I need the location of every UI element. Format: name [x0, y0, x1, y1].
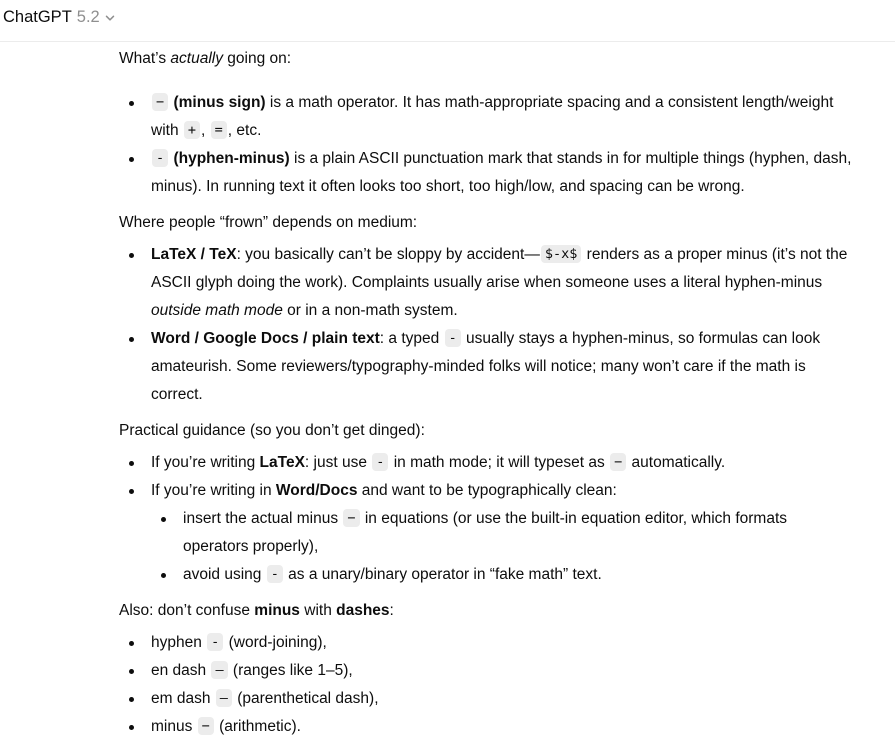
text-span: LaTeX [259, 454, 305, 471]
sub-list-item-insert-minus [183, 509, 787, 529]
text-span: and want to be typographically clean: [357, 482, 617, 499]
list-item-latex-cont [151, 301, 458, 321]
text-span: usually stays a hyphen-minus, so formulas can look [461, 330, 821, 347]
text-span: in math mode; it will typeset as [389, 454, 610, 471]
list-item-en-dash [151, 661, 353, 681]
guidance-heading: Practical guidance (so you don’t get dinged): [119, 422, 425, 439]
text-span: hyphen [151, 634, 207, 651]
text-span: LaTeX / TeX [151, 246, 237, 263]
hyphen-code: - [267, 565, 283, 583]
text-span: going on: [222, 50, 292, 67]
list-item-minus-sign [151, 93, 833, 113]
text-span: (ranges like 1–5), [228, 662, 353, 679]
sub-list-item-avoid-hyphen [183, 565, 602, 585]
text-span: If you’re writing in [151, 482, 276, 499]
bullet-marker [129, 253, 134, 258]
hyphen-code: - [207, 633, 223, 651]
text-span: (word-joining), [224, 634, 327, 651]
medium-heading: Where people “frown” depends on medium: [119, 214, 418, 231]
bullet-marker [129, 157, 134, 162]
minus-code: − [198, 717, 214, 735]
text-span: minus [151, 718, 197, 735]
text-span: ASCII glyph doing the work). Complaints usually arise when someone uses a literal hyphen-minus [151, 274, 823, 291]
list-item-word-docs-cont [151, 385, 203, 405]
sub-list-item-insert-minus-cont [183, 537, 318, 557]
text-span: actually [170, 50, 223, 67]
text-span: em dash [151, 690, 215, 707]
list-item-hyphen [151, 633, 327, 653]
text-span: as a unary/binary operator in “fake math” text. [283, 566, 602, 583]
bullet-marker [129, 725, 134, 730]
text-span: : just use [304, 454, 372, 471]
text-span: is a plain ASCII punctuation mark that stands in for multiple things (hyphen, dash, [289, 150, 852, 167]
minus-code: − [343, 509, 359, 527]
list-item-latex-guidance [151, 453, 725, 473]
text-span: or in a non-math system. [282, 302, 458, 319]
text-span: (hyphen-minus) [173, 150, 290, 167]
text-span: renders as a proper minus (it’s not the [582, 246, 848, 263]
dashes-heading [119, 601, 394, 621]
hyphen-code: - [372, 453, 388, 471]
en-dash-code: – [211, 661, 227, 679]
intro-paragraph [119, 49, 291, 69]
text-span: insert the actual minus [183, 510, 343, 527]
text-span: outside math mode [151, 302, 283, 319]
top-bar [0, 0, 895, 42]
latex-minus-code: $-x$ [541, 245, 582, 263]
model-version: 5.2 [76, 7, 100, 26]
text-span: Also: don’t confuse [119, 602, 255, 619]
model-selector-button[interactable] [3, 5, 116, 29]
text-span: operators properly), [183, 538, 319, 555]
text-span: (parenthetical dash), [232, 690, 379, 707]
text-span: Word / Google Docs / plain text [151, 330, 380, 347]
minus-code: − [610, 453, 626, 471]
bullet-marker [129, 489, 134, 494]
text-span: in equations (or use the built-in equation editor, which formats [360, 510, 788, 527]
sub-bullet-marker [161, 573, 166, 578]
bullet-marker [129, 641, 134, 646]
equals-code: = [211, 121, 227, 139]
typed-hyphen-code: - [445, 329, 461, 347]
list-item-hyphen-minus [151, 149, 851, 169]
text-span: is a math operator. It has math-appropriate spacing and a consistent length/weight [265, 94, 834, 111]
bullet-marker [129, 461, 134, 466]
bullet-marker [129, 697, 134, 702]
list-item-em-dash [151, 689, 379, 709]
text-span: dashes [336, 602, 390, 619]
text-span: amateurish. Some reviewers/typography-minded folks will notice; many won’t care if the math is [151, 358, 806, 375]
text-span: : [389, 602, 394, 619]
list-item-word-guidance [151, 481, 617, 501]
sub-bullet-marker [161, 517, 166, 522]
text-span: (arithmetic). [214, 718, 301, 735]
text-span: What’s [119, 50, 171, 67]
text-span: : you basically can’t be sloppy by accident— [236, 246, 540, 263]
text-span: avoid using [183, 566, 266, 583]
hyphen-minus-code: - [152, 149, 168, 167]
list-item-hyphen-minus-cont [151, 177, 745, 197]
bullet-marker [129, 337, 134, 342]
bullet-marker [129, 669, 134, 674]
text-span: (minus sign) [173, 94, 266, 111]
text-span: Word/Docs [275, 482, 358, 499]
model-name: ChatGPT [3, 7, 72, 26]
minus-sign-code: − [152, 93, 168, 111]
text-span: , etc. [227, 122, 262, 139]
text-span: correct. [151, 386, 203, 403]
list-item-minus-sign-cont [151, 121, 261, 141]
text-span: If you’re writing [151, 454, 260, 471]
text-span: with [151, 122, 183, 139]
list-item-word-docs-cont [151, 357, 806, 377]
text-span: minus [254, 602, 300, 619]
bullet-marker [129, 101, 134, 106]
text-span: minus). In running text it often looks too short, too high/low, and spacing can be wrong. [151, 178, 745, 195]
list-item-latex-cont [151, 273, 822, 293]
em-dash-code: — [216, 689, 232, 707]
text-span: automatically. [627, 454, 726, 471]
list-item-minus [151, 717, 301, 737]
text-span: en dash [151, 662, 211, 679]
text-span: : a typed [379, 330, 444, 347]
text-span: , [201, 122, 210, 139]
plus-code: + [184, 121, 200, 139]
list-item-word-docs [151, 329, 820, 349]
list-item-latex [151, 245, 847, 265]
text-span: with [299, 602, 337, 619]
chevron-down-icon [104, 12, 116, 24]
